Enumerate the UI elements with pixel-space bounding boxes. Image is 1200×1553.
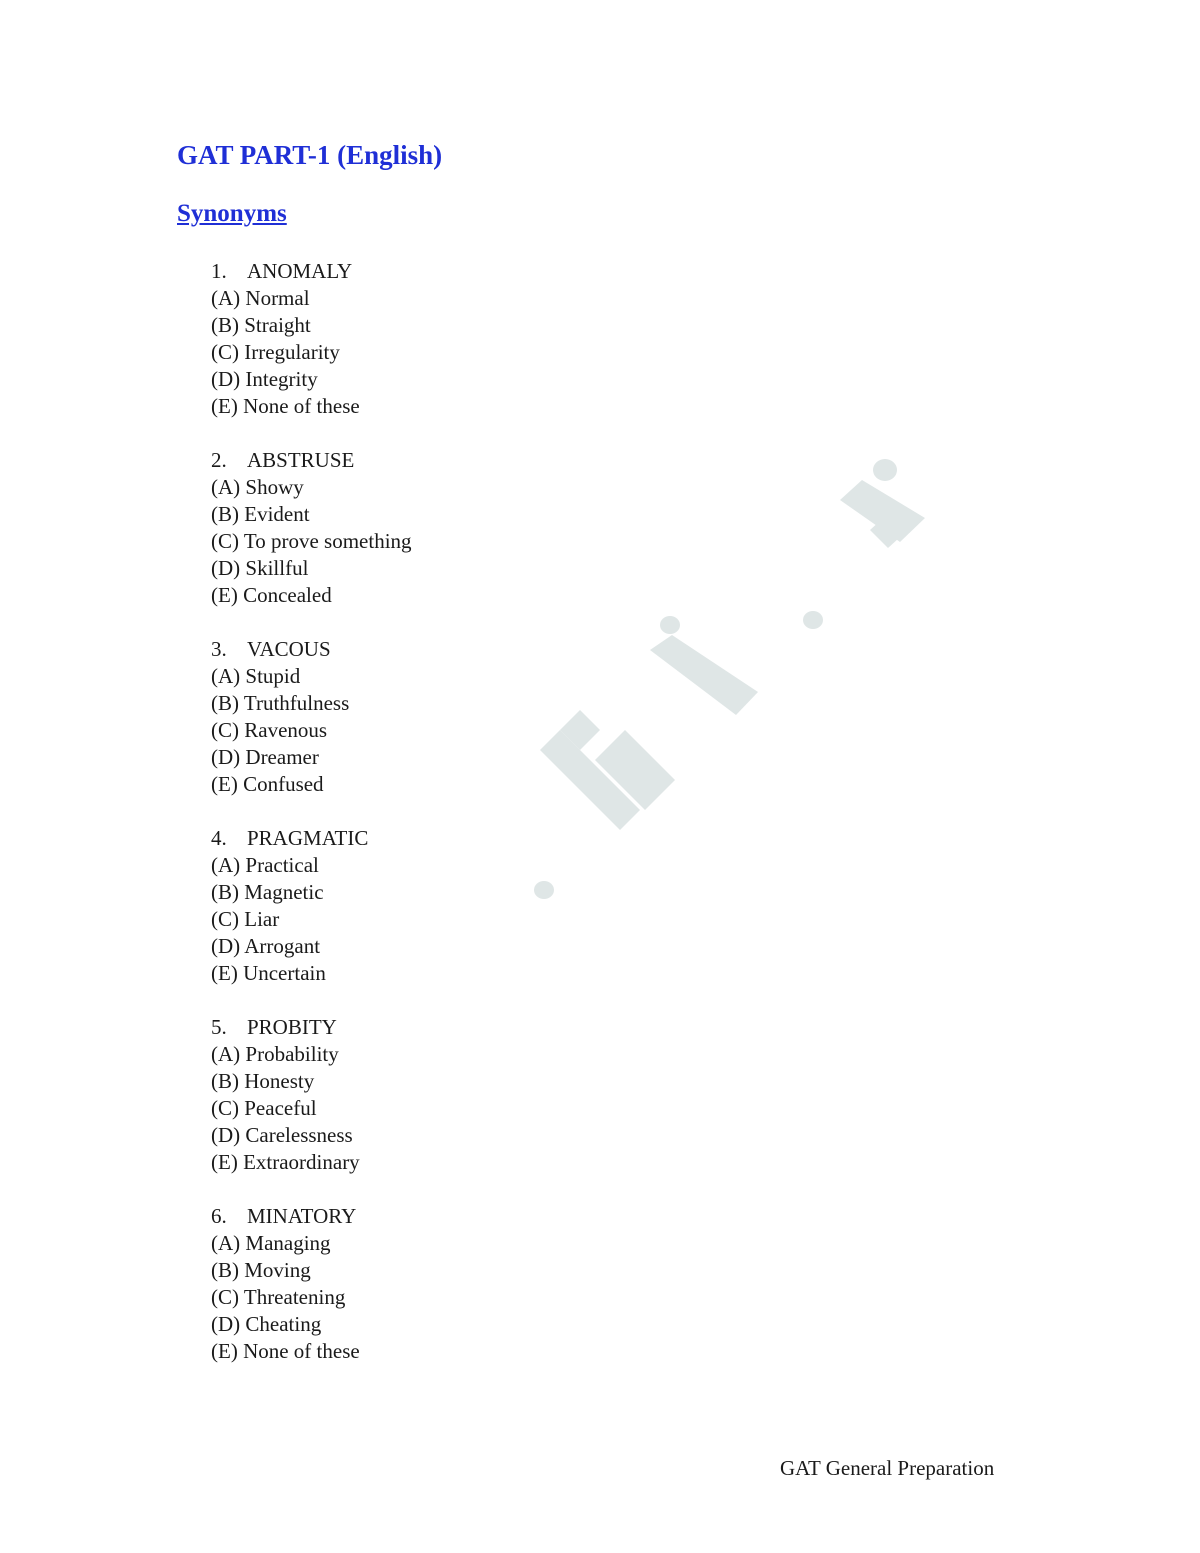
question-word: PRAGMATIC — [247, 826, 369, 850]
option-c: (C) To prove something — [211, 529, 412, 553]
option-a: (A) Practical — [211, 853, 319, 877]
option-a: (A) Normal — [211, 286, 310, 310]
page-footer: GAT General Preparation — [780, 1456, 995, 1480]
question-6 — [211, 1203, 711, 1365]
question-stem — [211, 1203, 711, 1230]
question-stem — [211, 1014, 711, 1041]
watermark-dot — [803, 611, 823, 629]
question-4 — [211, 825, 711, 987]
question-word: VACOUS — [247, 637, 331, 661]
option-b: (B) Honesty — [211, 1069, 315, 1093]
question-1 — [211, 258, 711, 420]
option-e: (E) None of these — [211, 394, 360, 418]
question-number: 1. — [211, 259, 227, 283]
option-b: (B) Straight — [211, 313, 311, 337]
option-d: (D) Integrity — [211, 367, 318, 391]
option-c: (C) Ravenous — [211, 718, 328, 742]
question-list — [211, 258, 711, 1392]
option-e: (E) Concealed — [211, 583, 332, 607]
question-3 — [211, 636, 711, 798]
option-e: (E) Extraordinary — [211, 1150, 360, 1174]
option-c: (C) Peaceful — [211, 1096, 317, 1120]
option-c: (C) Irregularity — [211, 340, 340, 364]
option-a: (A) Stupid — [211, 664, 301, 688]
option-a: (A) Probability — [211, 1042, 339, 1066]
option-c: (C) Threatening — [211, 1285, 346, 1309]
question-stem — [211, 825, 711, 852]
question-number: 5. — [211, 1015, 227, 1039]
option-b: (B) Moving — [211, 1258, 311, 1282]
option-a: (A) Showy — [211, 475, 304, 499]
question-word: ANOMALY — [247, 259, 353, 283]
option-d: (D) Carelessness — [211, 1123, 353, 1147]
question-stem — [211, 258, 711, 285]
watermark-stroke — [840, 480, 925, 542]
option-c: (C) Liar — [211, 907, 280, 931]
question-stem — [211, 636, 711, 663]
question-number: 3. — [211, 637, 227, 661]
question-2 — [211, 447, 711, 609]
question-number: 6. — [211, 1204, 227, 1228]
document-title: GAT PART-1 (English) — [177, 140, 443, 170]
question-5 — [211, 1014, 711, 1176]
option-e: (E) Confused — [211, 772, 324, 796]
option-d: (D) Dreamer — [211, 745, 319, 769]
watermark-stroke — [870, 510, 910, 548]
question-word: PROBITY — [247, 1015, 337, 1039]
option-b: (B) Evident — [211, 502, 310, 526]
option-a: (A) Managing — [211, 1231, 331, 1255]
question-stem — [211, 447, 711, 474]
option-d: (D) Skillful — [211, 556, 309, 580]
option-b: (B) Magnetic — [211, 880, 324, 904]
section-title-synonyms: Synonyms — [177, 200, 287, 227]
option-e: (E) Uncertain — [211, 961, 326, 985]
option-b: (B) Truthfulness — [211, 691, 350, 715]
option-d: (D) Arrogant — [211, 934, 321, 958]
question-number: 2. — [211, 448, 227, 472]
question-word: MINATORY — [247, 1204, 357, 1228]
option-d: (D) Cheating — [211, 1312, 322, 1336]
watermark-dot — [873, 459, 897, 481]
question-word: ABSTRUSE — [247, 448, 355, 472]
question-number: 4. — [211, 826, 227, 850]
option-e: (E) None of these — [211, 1339, 360, 1363]
